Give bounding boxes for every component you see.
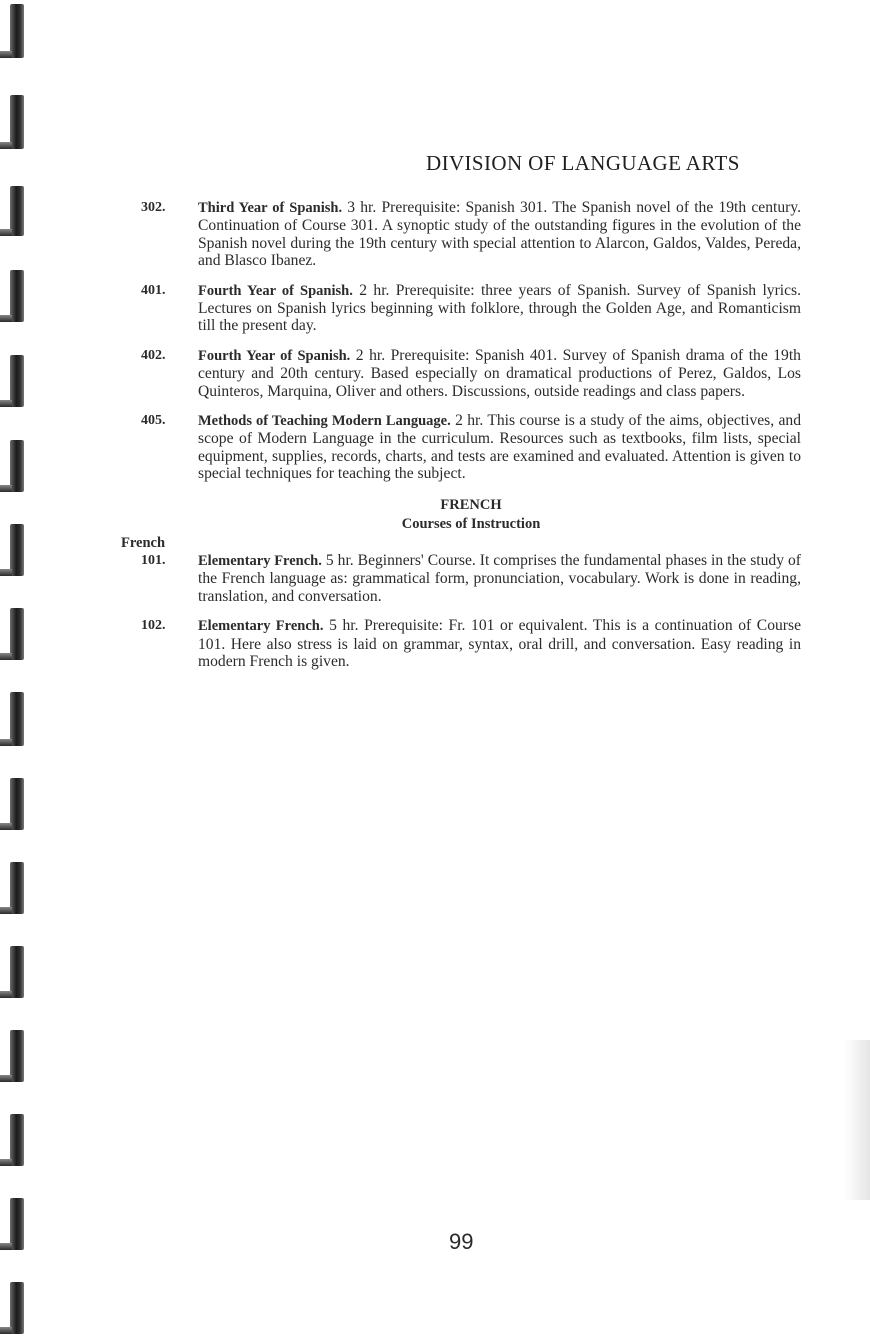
binding-ring <box>10 270 24 322</box>
section-heading: FRENCH <box>440 496 502 513</box>
course-entry <box>121 412 801 483</box>
course-entry <box>121 552 801 605</box>
course-title: Elementary French. <box>198 552 322 569</box>
course-number: 401. <box>141 282 166 298</box>
course-entry <box>121 617 801 670</box>
page-header: DIVISION OF LANGUAGE ARTS <box>426 151 740 175</box>
binding-ring <box>10 1114 24 1166</box>
course-number: 402. <box>141 347 166 363</box>
binding-ring <box>10 946 24 998</box>
course-number: 302. <box>141 200 166 215</box>
course-description: 5 hr. Beginners' Course. It comprises the fundamental phases in the study of the French language as: grammatical form, pronunciation, vocabulary. Work is done in reading, translation, and conversation. <box>198 551 801 605</box>
binding-ring <box>10 524 24 576</box>
binding-ring <box>10 608 24 660</box>
binding-ring <box>10 1030 24 1082</box>
binding-ring <box>10 862 24 914</box>
course-number: 101. <box>141 552 166 568</box>
spiral-binding <box>0 0 48 1337</box>
binding-ring <box>10 4 24 58</box>
course-title: Elementary French. <box>198 618 324 635</box>
course-description: 2 hr. Prerequisite: three years of Spanish. Survey of Spanish lyrics. Lectures on Spanish lyrics beginning with folklore, through the Golden Age, and Romanticism till the present day. <box>198 281 801 335</box>
binding-ring <box>10 355 24 407</box>
course-title: Fourth Year of Spanish. <box>198 347 351 364</box>
course-description: 2 hr. This course is a study of the aims, objectives, and scope of Modern Language in the curriculum. Resources such as textbooks, film lists, special equipment, supplies, records, charts, and tests are examined and evaluated. Attention is given to special techniques for teaching the subject. <box>198 412 802 483</box>
course-entry <box>121 199 801 270</box>
course-title: Third Year of Spanish. <box>198 200 343 216</box>
course-description: 5 hr. Prerequisite: Fr. 101 or equivalent. This is a continuation of Course 101. Here also stress is laid on grammar, syntax, oral drill, and conversation. Easy reading in modern French is given. <box>198 617 801 670</box>
binding-ring <box>10 95 24 149</box>
course-title: Fourth Year of Spanish. <box>198 282 353 299</box>
course-entry <box>121 282 801 335</box>
binding-ring <box>10 1198 24 1250</box>
page-content <box>121 199 801 682</box>
course-entry <box>121 347 801 400</box>
page-number: 99 <box>449 1229 474 1254</box>
binding-ring <box>10 440 24 492</box>
section-subheading: Courses of Instruction <box>401 516 541 533</box>
binding-ring <box>10 692 24 746</box>
course-number: 102. <box>141 618 166 634</box>
binding-ring <box>10 1282 24 1334</box>
course-number: 405. <box>141 413 166 429</box>
binding-ring <box>10 186 24 236</box>
course-description: 3 hr. Prerequisite: Spanish 301. The Spanish novel of the 19th century. Continuation of Course 301. A synoptic study of the outstanding figures in the evolution of the Spanish novel during the 19th century with special attention to Alarcon, Galdos, Valdes, Pereda, and Blasco Ibanez. <box>198 199 801 270</box>
course-description: 2 hr. Prerequisite: Spanish 401. Survey of Spanish drama of the 19th century and 20th century. Based especially on dramatical productions of Perez, Galdos, Los Quinteros, Marquina, Oliver and others. Discussions, outside readings and class papers. <box>198 346 801 400</box>
subject-label: French <box>121 534 166 551</box>
course-title: Methods of Teaching Modern Language. <box>198 413 451 430</box>
page-edge-shadow <box>844 1040 870 1200</box>
binding-ring <box>10 778 24 830</box>
